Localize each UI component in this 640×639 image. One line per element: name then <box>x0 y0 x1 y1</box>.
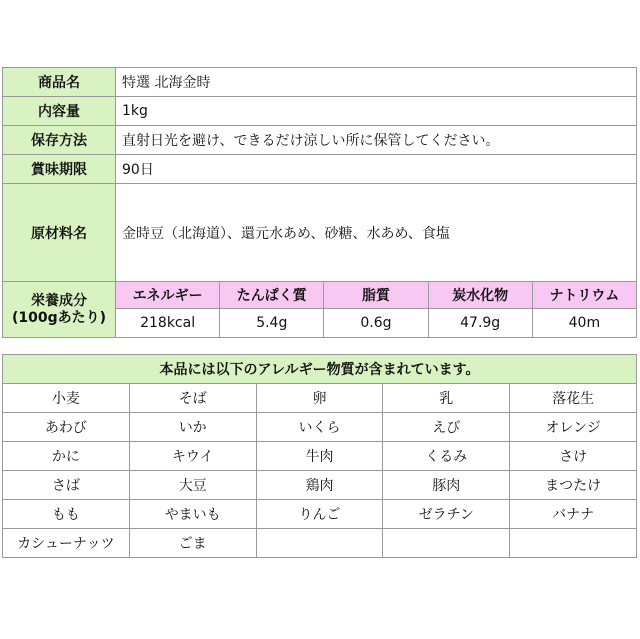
allergen-item: 大豆 <box>129 471 256 500</box>
nutrition-sodium-value: 40m <box>532 309 636 338</box>
ingredients-label: 原材料名 <box>3 184 116 282</box>
allergen-row <box>3 529 637 558</box>
product-name-value: 特選 北海金時 <box>116 68 637 97</box>
allergen-item: くるみ <box>383 442 510 471</box>
allergen-item: ゼラチン <box>383 500 510 529</box>
expiry-label: 賞味期限 <box>3 155 116 184</box>
allergen-title: 本品には以下のアレルギー物質が含まれています。 <box>3 355 637 384</box>
allergen-item: まつたけ <box>510 471 637 500</box>
content-row <box>3 97 637 126</box>
storage-value: 直射日光を避け、できるだけ涼しい所に保管してください。 <box>116 126 637 155</box>
nutrition-header-row <box>3 282 637 309</box>
allergen-item <box>383 529 510 558</box>
allergen-item: やまいも <box>129 500 256 529</box>
ingredients-value: 金時豆（北海道）、還元水あめ、砂糖、水あめ、食塩 <box>116 184 637 282</box>
allergen-item: 小麦 <box>3 384 130 413</box>
allergen-item: えび <box>383 413 510 442</box>
nutrition-fat-header: 脂質 <box>324 282 428 309</box>
expiry-value: 90日 <box>116 155 637 184</box>
nutrition-carbohydrate-value: 47.9g <box>428 309 532 338</box>
allergen-row <box>3 442 637 471</box>
allergen-item: 落花生 <box>510 384 637 413</box>
product-info-table <box>2 67 637 338</box>
allergen-item: 牛肉 <box>256 442 383 471</box>
allergen-item <box>510 529 637 558</box>
allergen-item: 卵 <box>256 384 383 413</box>
nutrition-label <box>3 282 116 338</box>
allergen-item: りんご <box>256 500 383 529</box>
nutrition-energy-value: 218kcal <box>116 309 220 338</box>
allergen-item: バナナ <box>510 500 637 529</box>
allergen-item: もも <box>3 500 130 529</box>
product-name-label: 商品名 <box>3 68 116 97</box>
allergen-item: カシューナッツ <box>3 529 130 558</box>
product-name-row <box>3 68 637 97</box>
allergen-row <box>3 471 637 500</box>
allergen-row <box>3 413 637 442</box>
allergen-item: そば <box>129 384 256 413</box>
nutrition-label-line2: (100gあたり) <box>11 309 107 326</box>
expiry-row <box>3 155 637 184</box>
allergen-item: さけ <box>510 442 637 471</box>
allergen-row <box>3 500 637 529</box>
allergen-item: いくら <box>256 413 383 442</box>
allergen-item: さば <box>3 471 130 500</box>
nutrition-protein-header: たんぱく質 <box>220 282 324 309</box>
ingredients-row <box>3 184 637 282</box>
allergen-item: 豚肉 <box>383 471 510 500</box>
allergen-item: あわび <box>3 413 130 442</box>
storage-label: 保存方法 <box>3 126 116 155</box>
storage-row <box>3 126 637 155</box>
allergen-item: かに <box>3 442 130 471</box>
nutrition-fat-value: 0.6g <box>324 309 428 338</box>
allergen-item: いか <box>129 413 256 442</box>
allergen-item: ごま <box>129 529 256 558</box>
allergen-item: 鶏肉 <box>256 471 383 500</box>
content-value: 1kg <box>116 97 637 126</box>
allergen-item: 乳 <box>383 384 510 413</box>
allergen-item: キウイ <box>129 442 256 471</box>
allergen-item: オレンジ <box>510 413 637 442</box>
nutrition-carbohydrate-header: 炭水化物 <box>428 282 532 309</box>
content-label: 内容量 <box>3 97 116 126</box>
allergen-item <box>256 529 383 558</box>
allergen-row <box>3 384 637 413</box>
nutrition-protein-value: 5.4g <box>220 309 324 338</box>
allergen-title-row <box>3 355 637 384</box>
nutrition-label-line1: 栄養成分 <box>31 292 87 309</box>
allergen-table <box>2 354 637 558</box>
nutrition-sodium-header: ナトリウム <box>532 282 636 309</box>
nutrition-energy-header: エネルギー <box>116 282 220 309</box>
